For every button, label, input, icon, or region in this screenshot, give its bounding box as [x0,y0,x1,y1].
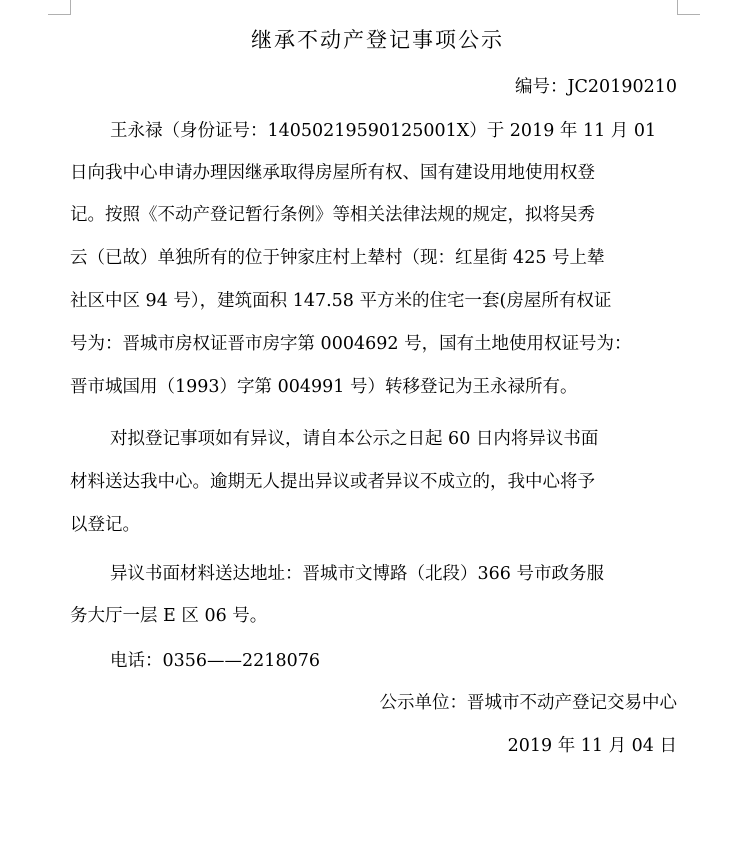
page-corner-mark-top-right [677,0,700,15]
phone-line: 电话：0356——2218076 [110,651,320,671]
paragraph3-line2: 务大厅一层 E 区 06 号。 [70,606,268,626]
paragraph2-line1: 对拟登记事项如有异议，请自本公示之日起 60 日内将异议书面 [110,429,599,449]
paragraph1-line4: 云（已故）单独所有的位于钟家庄村上辇村（现：红星街 425 号上辇 [70,248,605,268]
paragraph1-line6: 号为：晋城市房权证晋市房字第 0004692 号，国有土地使用权证号为： [70,334,632,354]
paragraph2-line3: 以登记。 [70,515,140,535]
paragraph3-line1: 异议书面材料送达地址：晋城市文博路（北段）366 号市政务服 [110,564,604,584]
issuer-line: 公示单位：晋城市不动产登记交易中心 [379,693,677,713]
paragraph1-line1: 王永禄（身份证号：14050219590125001X）于 2019 年 11 月 01 [110,121,657,141]
paragraph1-line5: 社区中区 94 号），建筑面积 147.58 平方米的住宅一套(房屋所有权证 [70,291,612,311]
paragraph1-line7: 晋市城国用（1993）字第 004991 号）转移登记为王永禄所有。 [70,377,578,397]
serial-number: 编号：JC20190210 [515,77,677,97]
paragraph2-line2: 材料送达我中心。逾期无人提出异议或者异议不成立的，我中心将予 [70,472,595,492]
paragraph1-line2: 日向我中心申请办理因继承取得房屋所有权、国有建设用地使用权登 [70,163,595,183]
paragraph1-line3: 记。按照《不动产登记暂行条例》等相关法律法规的规定，拟将吴秀 [70,205,595,225]
date-line: 2019 年 11 月 04 日 [507,736,677,756]
page-corner-mark-top-left [48,0,71,15]
document-title: 继承不动产登记事项公示 [251,28,504,52]
